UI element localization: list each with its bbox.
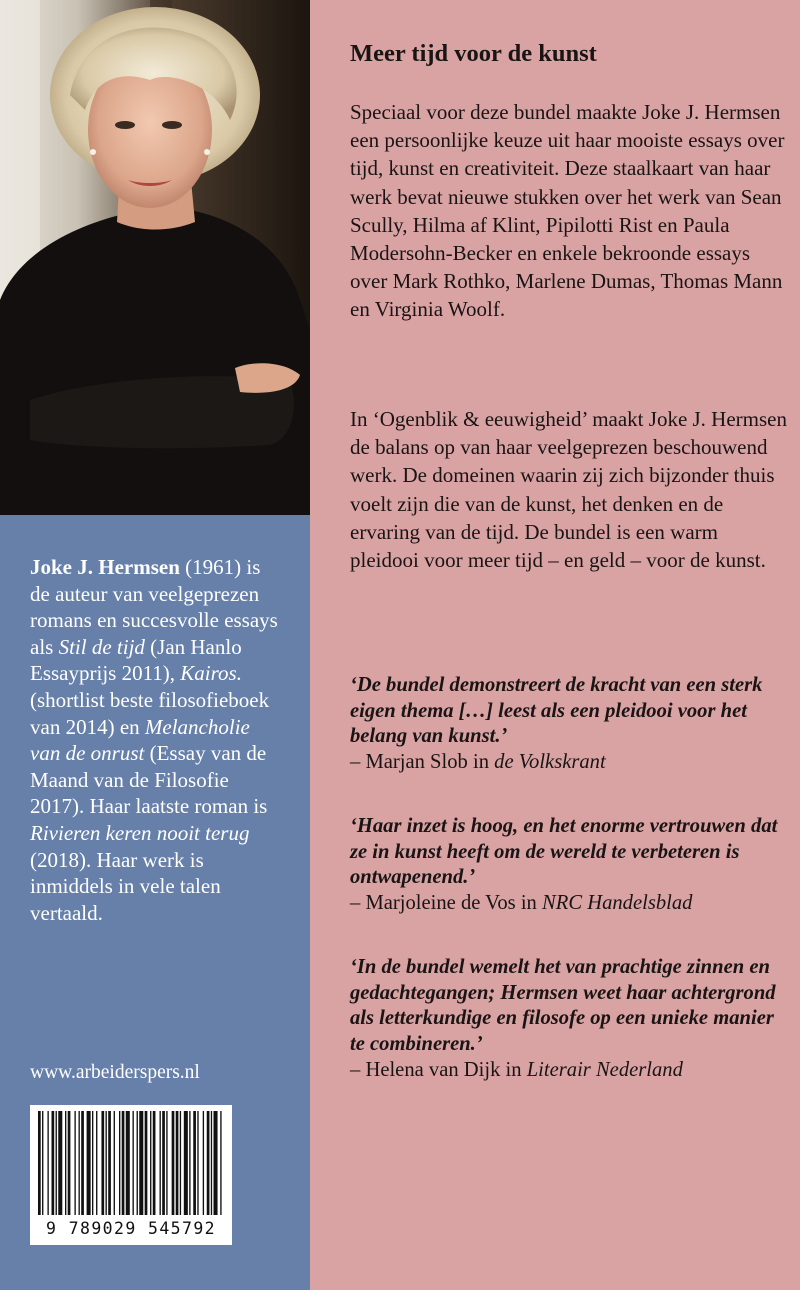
barcode-bar <box>81 1111 84 1215</box>
blurb-paragraph-1: Speciaal voor deze bundel maakte Joke J. Hermsen een persoonlijke keuze uit haar mooiste essays over tijd, kunst en creativiteit. Deze staalkaart van haar werk bevat nieuwe stukken over het werk van Sean Scully, Hilma af Klint, Pipilotti Rist en Paula Modersohn-Becker en enkele bekroonde essays over Mark Rothko, Marlene Dumas, Thomas Mann en Virginia Woolf. <box>350 100 785 322</box>
blurb-paragraph-2: In ‘Ogenblik & eeuwigheid’ maakt Joke J. Hermsen de balans op van haar veelgeprezen beschouwend werk. De domeinen waarin zij zich bijzonder thuis voelt zijn die van de kunst, het denken en de ervaring van de tijd. De bundel is een warm pleidooi voor meer tijd – en geld – voor de kunst. <box>350 407 787 573</box>
publisher-website[interactable]: www.arbeiderspers.nl <box>30 1062 200 1083</box>
barcode-bar <box>172 1111 175 1215</box>
barcode-bar <box>68 1111 71 1215</box>
barcode-bar <box>101 1111 104 1215</box>
barcode-bar <box>137 1111 138 1215</box>
barcode-bar <box>108 1111 111 1215</box>
barcode-bar <box>162 1111 165 1215</box>
barcode-bar <box>79 1111 80 1215</box>
quote-text: ‘Haar inzet is hoog, en het enorme vertrouwen dat ze in kunst heeft om de wereld te verbeteren is ontwapenend.’ <box>350 815 778 889</box>
barcode-bar <box>220 1111 221 1215</box>
barcode-bar <box>153 1111 156 1215</box>
barcode-bar <box>38 1111 41 1215</box>
quote-text: ‘De bundel demonstreert de kracht van een sterk eigen thema […] leest als een pleidooi voor het belang van kunst.’ <box>350 674 763 748</box>
quote-text: ‘In de bundel wemelt het van prachtige zinnen en gedachtegangen; Hermsen weet haar achtergrond als letterkundige en filosofe op een unieke manier te combineren.’ <box>350 956 776 1056</box>
barcode-bar <box>65 1111 66 1215</box>
author-bio <box>30 554 282 926</box>
quote-source <box>350 891 790 917</box>
barcode-bar <box>42 1111 43 1215</box>
barcode <box>30 1105 232 1245</box>
barcode-bar <box>189 1111 190 1215</box>
barcode-bar <box>193 1111 196 1215</box>
blurb-title: Meer tijd voor de kunst <box>350 40 597 67</box>
barcode-bar <box>139 1111 143 1215</box>
barcode-bar <box>180 1111 181 1215</box>
barcode-bar <box>74 1111 75 1215</box>
barcode-bar <box>119 1111 120 1215</box>
book-title: Rivieren keren nooit terug <box>30 820 250 845</box>
barcode-bar <box>58 1111 62 1215</box>
review-quote <box>350 673 790 776</box>
book-title: Stil de tijd <box>58 634 145 659</box>
barcode-bar <box>203 1111 204 1215</box>
book-title: Melancholie van de onrust <box>30 714 250 766</box>
bio-text: (2018). Haar werk is inmiddels in vele talen vertaald. <box>30 847 221 925</box>
quote-attribution: – Helena van Dijk in <box>350 1058 527 1081</box>
barcode-bars <box>36 1111 226 1215</box>
isbn-number: 9 789029 545792 <box>45 1219 216 1238</box>
review-quote <box>350 814 790 917</box>
quote-publication: Literair Nederland <box>526 1058 683 1081</box>
barcode-bar <box>47 1111 48 1215</box>
barcode-bar <box>184 1111 188 1215</box>
barcode-bar <box>126 1111 130 1215</box>
barcode-bar <box>87 1111 91 1215</box>
left-panel <box>0 0 310 1290</box>
barcode-bar <box>166 1111 167 1215</box>
barcode-bar <box>133 1111 134 1215</box>
barcode-bar <box>197 1111 198 1215</box>
barcode-bar <box>52 1111 55 1215</box>
barcode-bar <box>160 1111 161 1215</box>
barcode-bar <box>122 1111 125 1215</box>
barcode-bar <box>207 1111 210 1215</box>
bio-text: (shortlist beste filosofieboek van 2014) en <box>30 687 270 739</box>
quote-source <box>350 750 790 776</box>
review-quote <box>350 955 790 1084</box>
author-photo <box>0 0 310 515</box>
quote-attribution: – Marjoleine de Vos in <box>350 892 542 915</box>
bio-text: (Jan Hanlo Essayprijs 2011), <box>30 634 242 686</box>
barcode-bar <box>214 1111 218 1215</box>
bio-text: (1961) is de auteur van veelgeprezen romans en succesvolle essays als <box>30 555 278 659</box>
barcode-bar <box>106 1111 107 1215</box>
barcode-bar <box>145 1111 148 1215</box>
right-panel <box>310 0 800 1290</box>
barcode-bar <box>176 1111 179 1215</box>
barcode-bar <box>114 1111 115 1215</box>
barcode-bar <box>56 1111 57 1215</box>
barcode-bar <box>211 1111 212 1215</box>
quote-publication: de Volkskrant <box>494 751 606 774</box>
barcode-bar <box>96 1111 97 1215</box>
book-title: Kairos. <box>180 661 242 686</box>
barcode-bar <box>150 1111 151 1215</box>
bio-text: (Essay van de Maand van de Filosofie 2017). Haar laatste roman is <box>30 741 268 819</box>
barcode-bar <box>92 1111 93 1215</box>
author-name: Joke J. Hermsen <box>30 555 180 579</box>
quote-publication: NRC Handelsblad <box>542 892 693 915</box>
quote-attribution: – Marjan Slob in <box>350 751 495 774</box>
quote-source <box>350 1058 790 1084</box>
